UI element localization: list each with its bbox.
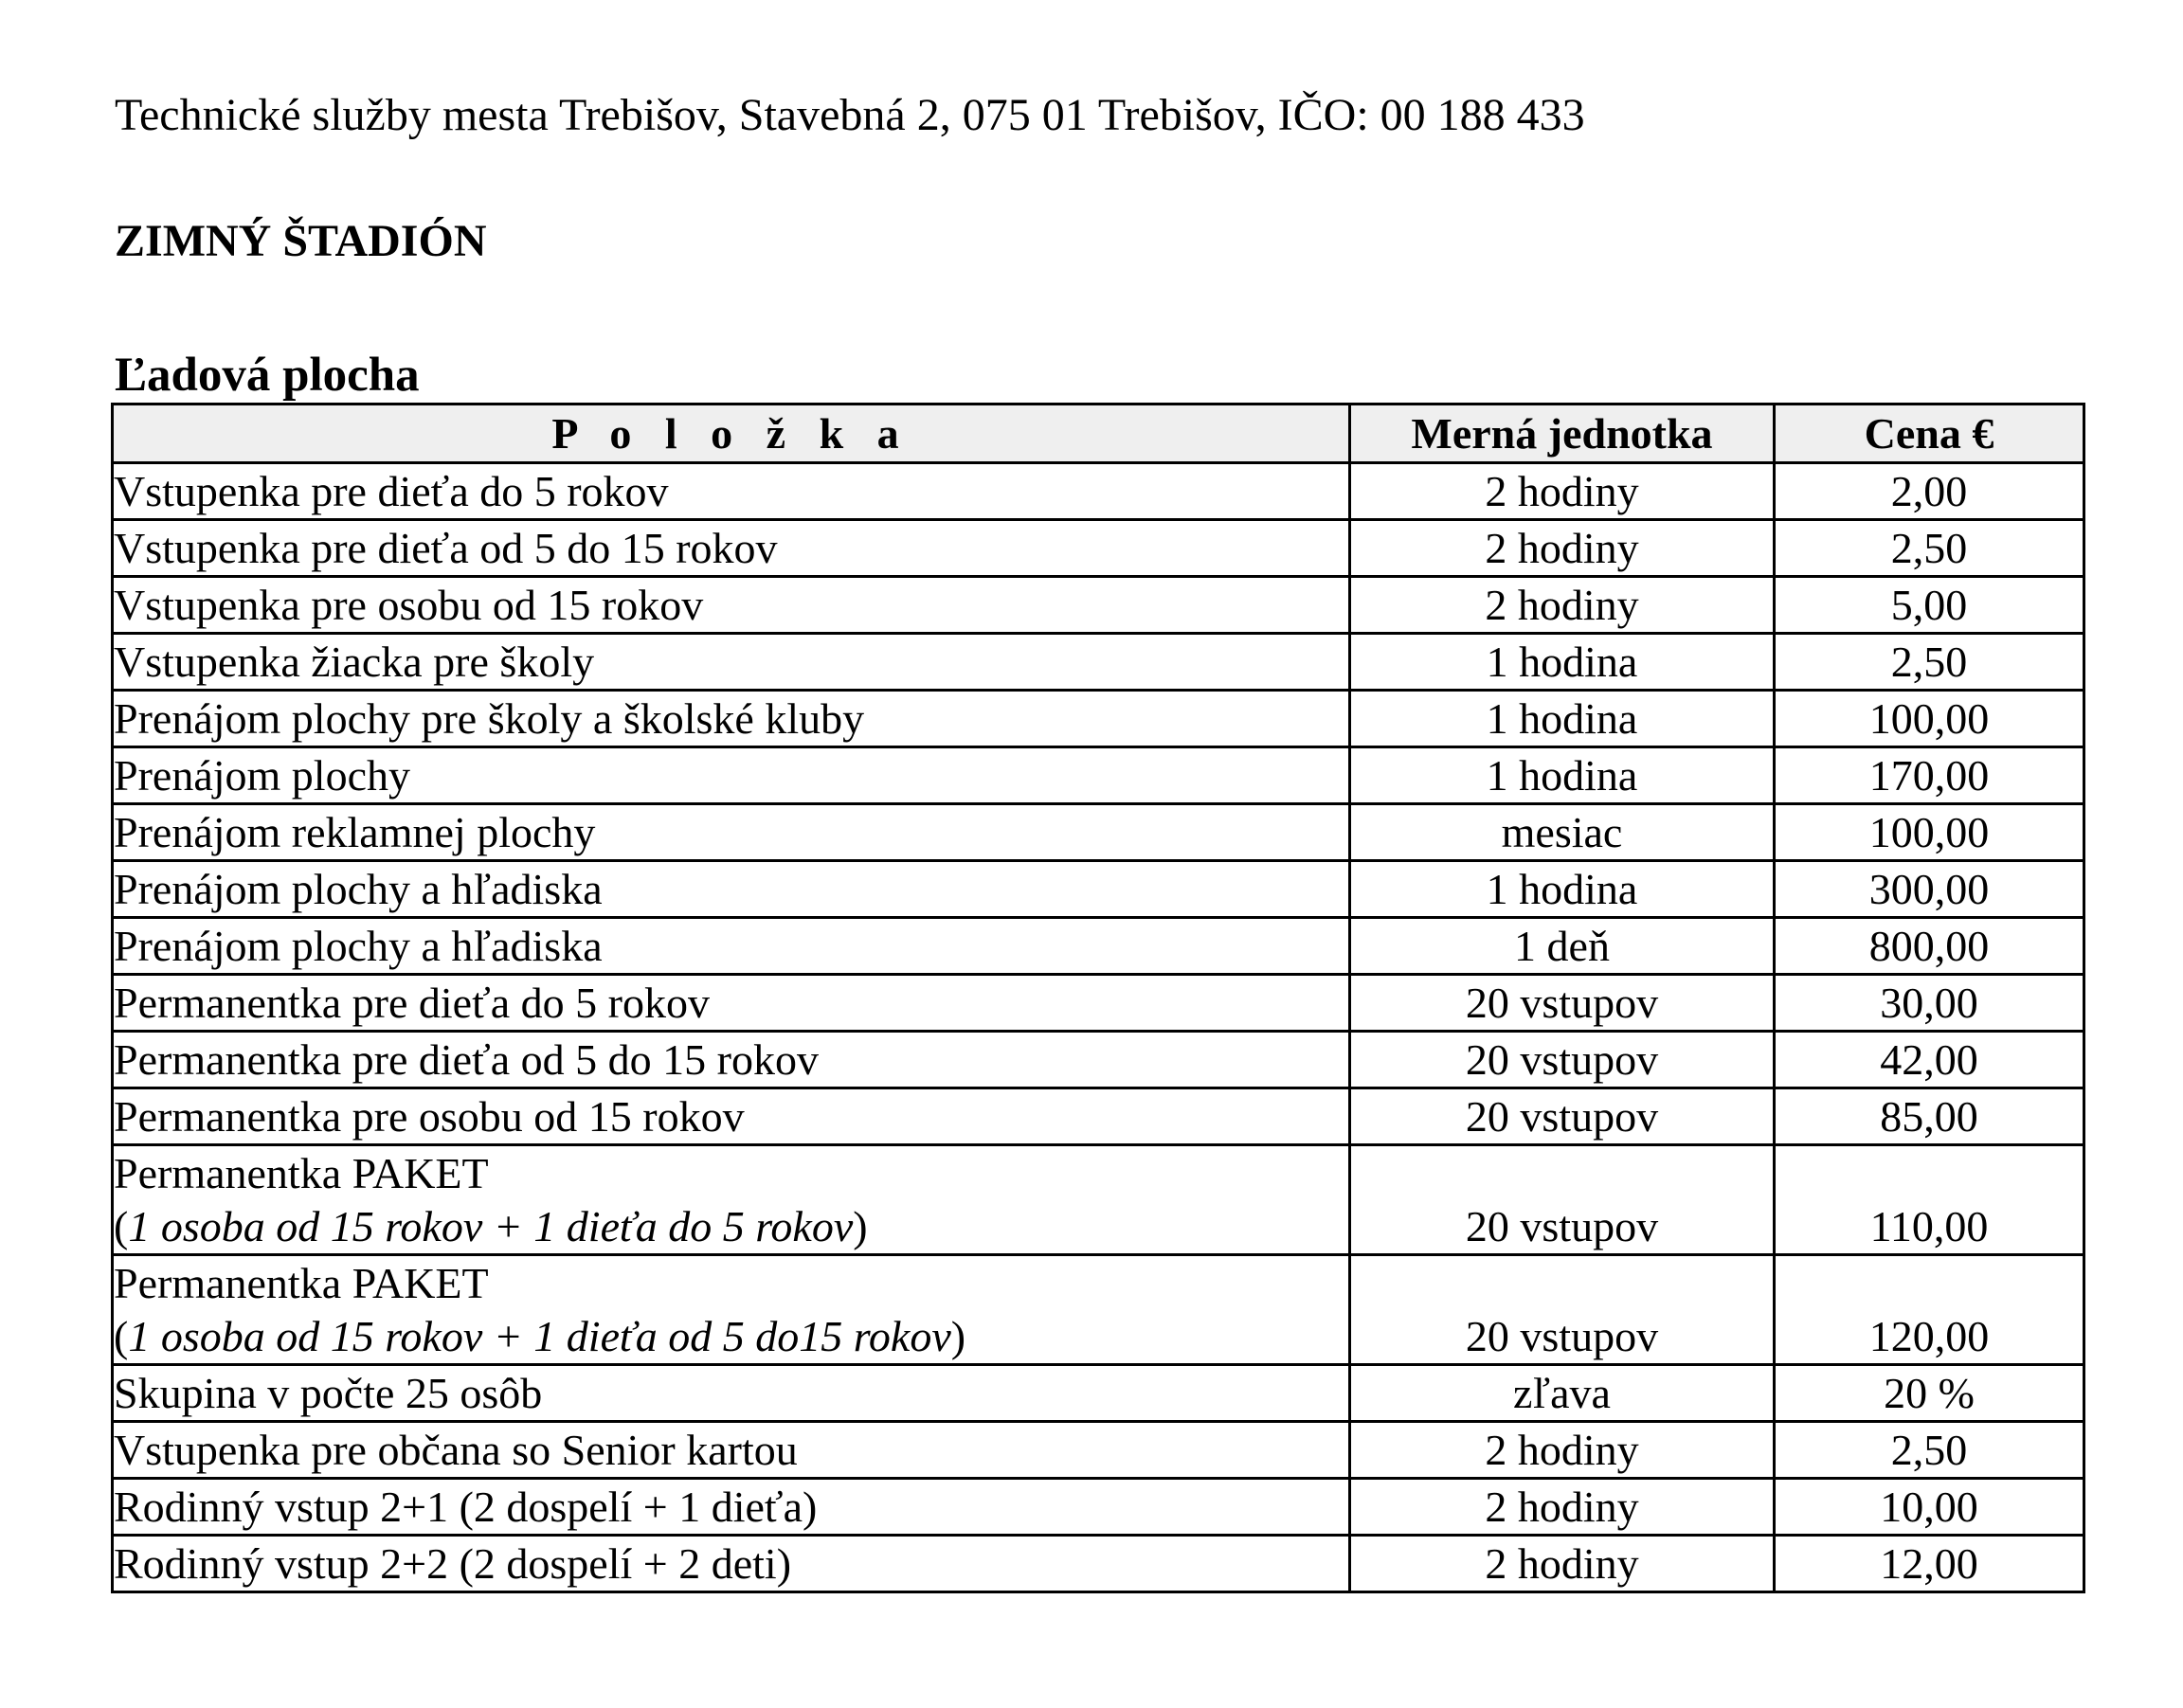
- row-unit: 1 hodina: [1350, 691, 1775, 747]
- row-price: 12,00: [1775, 1536, 2084, 1592]
- row-price: 2,50: [1775, 520, 2084, 577]
- row-price: 120,00: [1775, 1255, 2084, 1365]
- table-header-row: [113, 405, 2084, 463]
- row-price: 300,00: [1775, 861, 2084, 918]
- organization-line: Technické služby mesta Trebišov, Stavebná 2, 075 01 Trebišov, IČO: 00 188 433: [115, 90, 1585, 140]
- table-row: [113, 691, 2084, 747]
- row-unit: 20 vstupov: [1350, 975, 1775, 1032]
- row-unit: 20 vstupov: [1350, 1032, 1775, 1088]
- row-price: 2,00: [1775, 463, 2084, 520]
- table-row: [113, 634, 2084, 691]
- table-row: [113, 520, 2084, 577]
- table-row: [113, 1365, 2084, 1422]
- row-unit: 2 hodiny: [1350, 1422, 1775, 1479]
- row-item: Vstupenka pre občana so Senior kartou: [113, 1422, 1350, 1479]
- table-row: [113, 804, 2084, 861]
- table-row: [113, 463, 2084, 520]
- column-header-unit: Merná jednotka: [1350, 405, 1775, 463]
- row-item: Prenájom reklamnej plochy: [113, 804, 1350, 861]
- page-title: ZIMNÝ ŠTADIÓN: [115, 216, 487, 266]
- row-unit: 1 hodina: [1350, 634, 1775, 691]
- row-unit: 20 vstupov: [1350, 1145, 1775, 1255]
- row-price: 800,00: [1775, 918, 2084, 975]
- row-unit: 2 hodiny: [1350, 520, 1775, 577]
- table-row: [113, 1032, 2084, 1088]
- row-price: 170,00: [1775, 747, 2084, 804]
- row-item: Skupina v počte 25 osôb: [113, 1365, 1350, 1422]
- row-item: Prenájom plochy a hľadiska: [113, 861, 1350, 918]
- row-unit: mesiac: [1350, 804, 1775, 861]
- row-price: 10,00: [1775, 1479, 2084, 1536]
- row-price: 30,00: [1775, 975, 2084, 1032]
- row-item: Vstupenka pre osobu od 15 rokov: [113, 577, 1350, 634]
- row-unit: 1 hodina: [1350, 861, 1775, 918]
- column-header-item: P o l o ž k a: [113, 405, 1350, 463]
- row-price: 2,50: [1775, 1422, 2084, 1479]
- table-row: [113, 577, 2084, 634]
- row-item: Prenájom plochy a hľadiska: [113, 918, 1350, 975]
- row-unit: 2 hodiny: [1350, 1479, 1775, 1536]
- table-row: [113, 1255, 2084, 1365]
- row-price: 110,00: [1775, 1145, 2084, 1255]
- table-row: [113, 747, 2084, 804]
- table-row: [113, 1536, 2084, 1592]
- section-title: Ľadová plocha: [115, 349, 420, 402]
- row-item: Prenájom plochy: [113, 747, 1350, 804]
- row-item: [113, 1255, 1350, 1365]
- row-price: 100,00: [1775, 804, 2084, 861]
- row-item: Vstupenka pre dieťa od 5 do 15 rokov: [113, 520, 1350, 577]
- row-price: 2,50: [1775, 634, 2084, 691]
- row-unit: 2 hodiny: [1350, 463, 1775, 520]
- row-item-detail: 1 osoba od 15 rokov + 1 dieťa do 5 rokov: [128, 1202, 854, 1250]
- row-item: Rodinný vstup 2+2 (2 dospelí + 2 deti): [113, 1536, 1350, 1592]
- table-row: [113, 975, 2084, 1032]
- row-unit: 20 vstupov: [1350, 1255, 1775, 1365]
- row-price: 20 %: [1775, 1365, 2084, 1422]
- row-unit: zľava: [1350, 1365, 1775, 1422]
- row-item-detail-line: (1 osoba od 15 rokov + 1 dieťa do 5 rokov): [114, 1202, 868, 1250]
- row-item: Permanentka pre osobu od 15 rokov: [113, 1088, 1350, 1145]
- row-item-label: Permanentka PAKET: [114, 1149, 489, 1197]
- row-item-detail: 1 osoba od 15 rokov + 1 dieťa od 5 do15 rokov: [128, 1312, 951, 1360]
- row-unit: 1 deň: [1350, 918, 1775, 975]
- price-table: [111, 403, 2085, 1593]
- row-price: 85,00: [1775, 1088, 2084, 1145]
- row-item: Rodinný vstup 2+1 (2 dospelí + 1 dieťa): [113, 1479, 1350, 1536]
- row-price: 42,00: [1775, 1032, 2084, 1088]
- row-item: Prenájom plochy pre školy a školské kluby: [113, 691, 1350, 747]
- row-item: Permanentka pre dieťa od 5 do 15 rokov: [113, 1032, 1350, 1088]
- row-price: 5,00: [1775, 577, 2084, 634]
- table-row: [113, 861, 2084, 918]
- row-item-detail-line: (1 osoba od 15 rokov + 1 dieťa od 5 do15 rokov): [114, 1312, 966, 1360]
- table-row: [113, 1088, 2084, 1145]
- table-row: [113, 1145, 2084, 1255]
- table-row: [113, 1422, 2084, 1479]
- row-item: [113, 1145, 1350, 1255]
- row-price: 100,00: [1775, 691, 2084, 747]
- table-row: [113, 918, 2084, 975]
- row-item: Permanentka pre dieťa do 5 rokov: [113, 975, 1350, 1032]
- row-unit: 1 hodina: [1350, 747, 1775, 804]
- row-item: Vstupenka pre dieťa do 5 rokov: [113, 463, 1350, 520]
- table-row: [113, 1479, 2084, 1536]
- row-unit: 2 hodiny: [1350, 577, 1775, 634]
- column-header-price: Cena €: [1775, 405, 2084, 463]
- row-unit: 2 hodiny: [1350, 1536, 1775, 1592]
- row-item-label: Permanentka PAKET: [114, 1259, 489, 1307]
- row-item: Vstupenka žiacka pre školy: [113, 634, 1350, 691]
- row-unit: 20 vstupov: [1350, 1088, 1775, 1145]
